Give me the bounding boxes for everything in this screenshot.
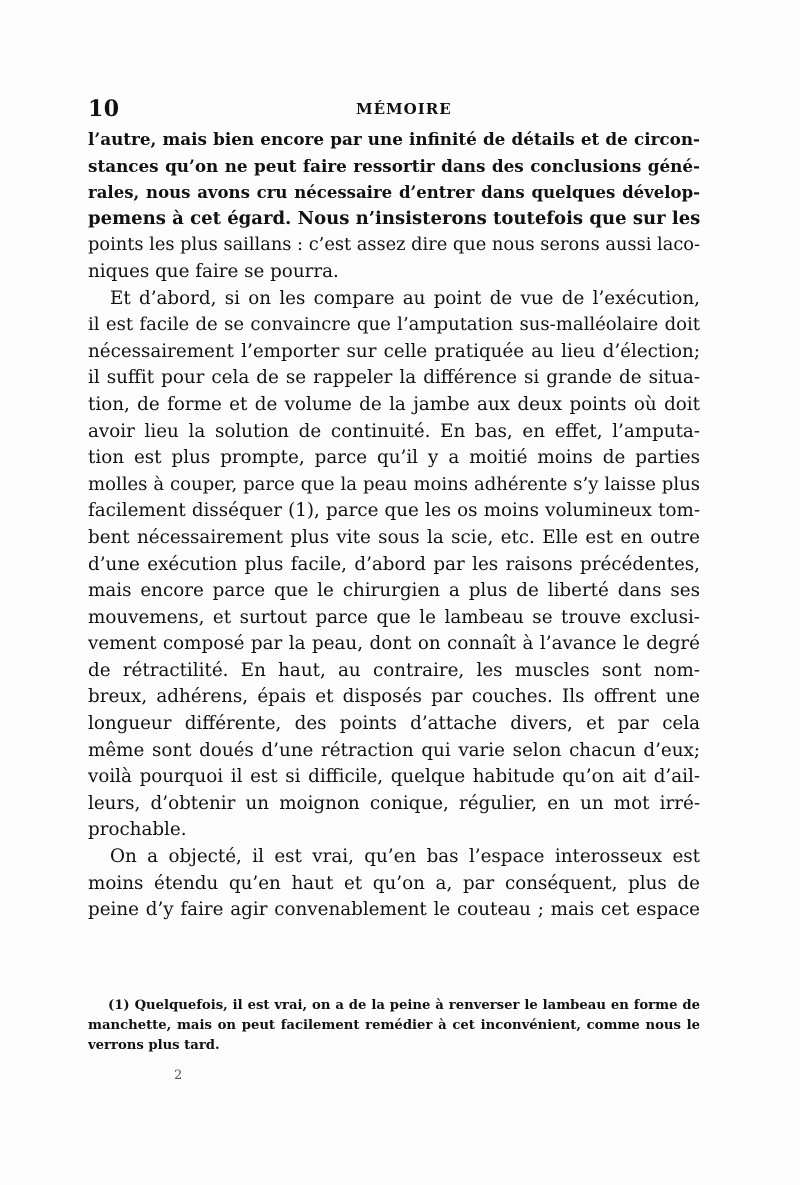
text-line: peine d’y faire agir convenablement le couteau ; mais cet espace [88, 899, 700, 921]
text-line: moins étendu qu’en haut et qu’on a, par conséquent, plus de [88, 872, 700, 894]
text-line: prochable. [88, 819, 187, 841]
text-line: nécessairement l’emporter sur celle pratiquée au lieu d’élection; [88, 340, 700, 362]
body-text [88, 126, 700, 924]
text-line: leurs, d’obtenir un moignon conique, régulier, en un mot irré- [88, 792, 700, 814]
footnote-line: verrons plus tard. [88, 1038, 220, 1053]
footnote-line: (1) Quelquefois, il est vrai, on a de la peine à renverser le lambeau en forme de [108, 998, 700, 1013]
text-line: mais encore parce que le chirurgien a plus de liberté dans ses [88, 580, 700, 602]
text-line: l’autre, mais bien encore par une infinité de détails et de circon- [88, 129, 700, 149]
text-line: longueur différente, des points d’attache divers, et par cela [88, 713, 700, 735]
text-line: de rétractilité. En haut, au contraire, les muscles sont nom- [88, 659, 700, 681]
printer-signature-mark: 2 [174, 1068, 183, 1083]
text-line: points les plus saillans : c’est assez dire que nous serons aussi laco- [88, 234, 700, 256]
running-title: MÉMOIRE [356, 100, 452, 118]
text-line: niques que faire se pourra. [88, 260, 339, 282]
paragraph-start-line: Et d’abord, si on les compare au point de vue de l’exécution, [110, 287, 700, 309]
text-line: d’une exécution plus facile, d’abord par les raisons précédentes, [88, 553, 700, 575]
text-line: il est facile de se convaincre que l’amputation sus-malléolaire doit [88, 314, 700, 336]
page-header [88, 96, 698, 126]
text-line: tion est plus prompte, parce qu’il y a moitié moins de parties [88, 447, 700, 469]
text-line: breux, adhérens, épais et disposés par couches. Ils offrent une [88, 686, 700, 708]
text-line: même sont doués d’une rétraction qui varie selon chacun d’eux; [88, 739, 700, 761]
text-line: tion, de forme et de volume de la jambe aux deux points où doit [88, 393, 700, 415]
text-line: mouvemens, et surtout parce que le lambeau se trouve exclusi- [88, 606, 700, 628]
text-line: avoir lieu la solution de continuité. En bas, en effet, l’amputa- [88, 420, 700, 442]
footnote-line: manchette, mais on peut facilement remédier à cet inconvénient, comme nous le [88, 1018, 700, 1033]
text-line: rales, nous avons cru nécessaire d’entrer dans quelques dévelop- [88, 182, 700, 203]
text-line: stances qu’on ne peut faire ressortir dans des conclusions géné- [88, 155, 700, 176]
text-line: molles à couper, parce que la peau moins adhérente s’y laisse plus [88, 473, 700, 495]
page-number: 10 [88, 96, 120, 122]
text-line: pemens à cet égard. Nous n’insisterons toutefois que sur les [88, 207, 700, 229]
text-line: voilà pourquoi il est si difficile, quelque habitude qu’on ait d’ail- [88, 766, 700, 788]
text-line: il suffit pour cela de se rappeler la différence si grande de situa- [88, 367, 700, 389]
text-line: vement composé par la peau, dont on connaît à l’avance le degré [88, 633, 700, 655]
paragraph-start-line: On a objecté, il est vrai, qu’en bas l’espace interosseux est [110, 846, 700, 868]
text-line: facilement disséquer (1), parce que les os moins volumineux tom- [88, 500, 700, 522]
text-line: bent nécessairement plus vite sous la scie, etc. Elle est en outre [88, 526, 700, 548]
footnote [88, 996, 700, 1056]
